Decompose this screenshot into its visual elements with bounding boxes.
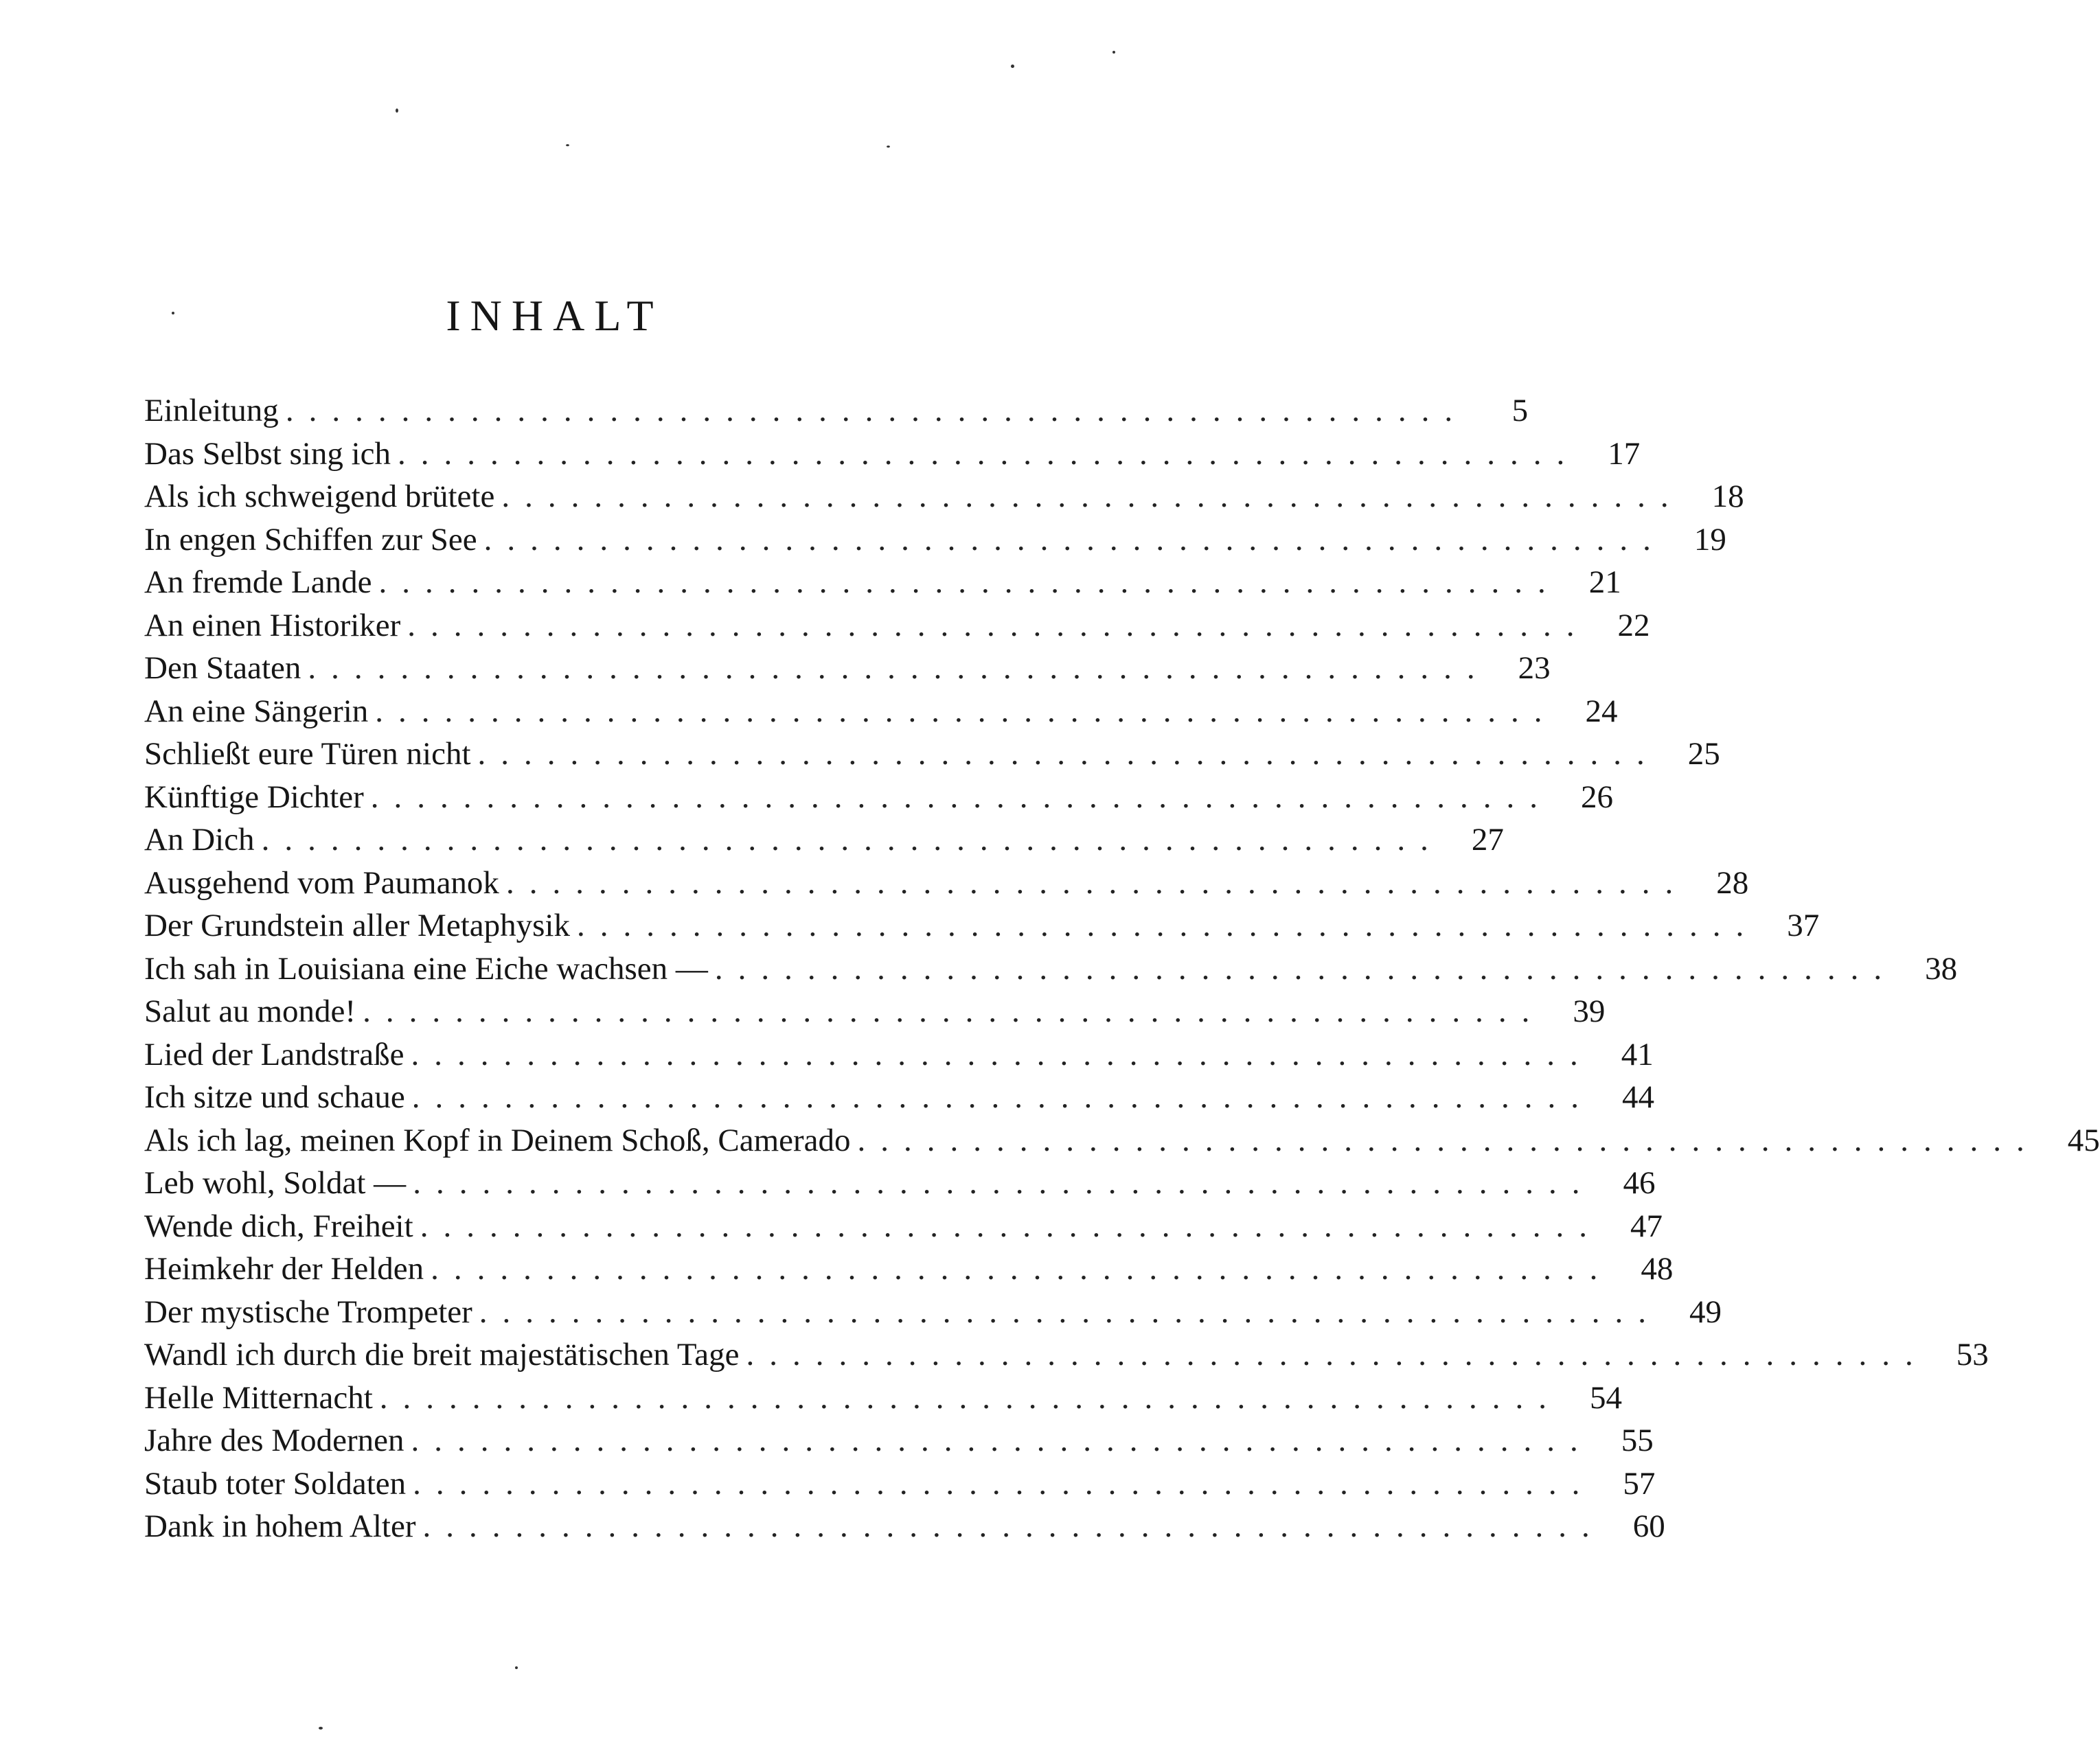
toc-entry-title: Jahre des Modernen [144, 1423, 404, 1458]
toc-entry [144, 1377, 1623, 1420]
toc-entry-page: 18 [1711, 479, 1744, 514]
toc-entry-page: 37 [1787, 908, 1820, 943]
toc-entry-title: Der Grundstein aller Metaphysik [144, 908, 570, 943]
toc-entry-page: 57 [1623, 1465, 1656, 1502]
scan-speck [319, 1727, 323, 1730]
toc-entry-page: 24 [1585, 693, 1618, 729]
toc-entry [144, 733, 1720, 776]
toc-entry-title: Wende dich, Freiheit [144, 1208, 413, 1244]
scan-speck [515, 1666, 518, 1669]
toc-entry [144, 904, 1820, 947]
toc-entry-page: 23 [1518, 650, 1551, 686]
toc-entry-page: 17 [1608, 435, 1641, 472]
scan-speck [1011, 65, 1014, 68]
dot-leader: ................................................... [714, 950, 1897, 987]
toc-entry [144, 1419, 1654, 1462]
dot-leader: ................................................... [483, 521, 1666, 558]
toc-entry [144, 690, 1618, 733]
toc-entry [144, 990, 1606, 1033]
toc-entry-title: Helle Mitternacht [144, 1379, 373, 1416]
toc-entry [144, 1033, 1654, 1077]
toc-entry-page: 47 [1630, 1208, 1663, 1244]
toc-entry [144, 1462, 1656, 1506]
toc-entry-page: 39 [1573, 993, 1606, 1029]
toc-entry [144, 647, 1551, 690]
dot-leader: ................................................... [407, 607, 1590, 643]
dot-leader: ................................................... [411, 1423, 1593, 1458]
toc-entry [144, 947, 1958, 991]
toc-entry-title: Lied der Landstraße [144, 1036, 404, 1072]
scan-speck [396, 108, 398, 113]
toc-entry-page: 5 [1511, 393, 1529, 428]
toc-entry-title: In engen Schiffen zur See [144, 521, 477, 558]
toc-entry-title: Das Selbst sing ich [144, 435, 391, 472]
toc-entry-title: Ich sitze und schaue [144, 1079, 405, 1115]
toc-entry-page: 44 [1622, 1079, 1655, 1115]
toc-entry [144, 604, 1650, 647]
toc-entry-title: Staub toter Soldaten [144, 1465, 407, 1502]
toc-entry [144, 1333, 1989, 1377]
scan-speck [887, 146, 890, 148]
toc-entry-title: Als ich schweigend brütete [144, 479, 495, 514]
scan-speck [566, 144, 569, 146]
toc-entry-page: 49 [1689, 1294, 1722, 1330]
toc-entry-page: 54 [1590, 1379, 1623, 1416]
toc-entry-page: 21 [1588, 564, 1621, 600]
toc-entry-page: 46 [1623, 1165, 1656, 1201]
toc-entry [144, 1162, 1656, 1205]
toc-entry-page: 27 [1471, 822, 1504, 858]
toc-entry-title: Wandl ich durch die breit majestätischen Tage [144, 1337, 740, 1372]
toc-entry-page: 25 [1687, 736, 1720, 772]
toc-entry [144, 433, 1641, 476]
dot-leader: ................................................... [285, 393, 1468, 428]
toc-entry-title: Der mystische Trompeter [144, 1294, 472, 1330]
dot-leader: ................................................... [746, 1337, 1928, 1372]
toc-entry [144, 561, 1621, 604]
toc-entry-title: Einleitung [144, 393, 279, 428]
toc-entry [144, 1505, 1665, 1548]
toc-entry-page: 48 [1641, 1251, 1674, 1287]
dot-leader: ................................................... [576, 908, 1759, 943]
dot-leader: ................................................... [308, 650, 1490, 686]
toc-entry-title: Leb wohl, Soldat — [144, 1165, 407, 1201]
toc-entry-page: 55 [1621, 1423, 1654, 1458]
toc-entry-page: 19 [1693, 521, 1726, 558]
toc-entry-title: Dank in hohem Alter [144, 1508, 416, 1544]
toc-entry-title: Salut au monde! [144, 993, 356, 1029]
toc-entry-title: Als ich lag, meinen Kopf in Deinem Schoß, Camerado [144, 1122, 851, 1158]
toc-entry-page: 60 [1632, 1508, 1665, 1544]
dot-leader: ................................................... [501, 479, 1684, 514]
dot-leader: ................................................... [411, 1079, 1595, 1115]
table-of-contents [144, 389, 2100, 1548]
dot-leader: ................................................... [378, 564, 1561, 600]
dot-leader: ................................................... [411, 1036, 1593, 1072]
dot-leader: ................................................... [413, 1165, 1595, 1201]
toc-entry-title: An einen Historiker [144, 607, 401, 643]
toc-entry-page: 38 [1925, 950, 1958, 987]
dot-leader: ................................................... [479, 1294, 1662, 1330]
toc-entry [144, 1076, 1655, 1119]
toc-entry [144, 862, 1749, 905]
toc-entry [144, 1119, 2100, 1162]
toc-entry [144, 776, 1614, 819]
toc-entry-page: 41 [1621, 1036, 1654, 1072]
toc-entry [144, 518, 1726, 562]
dot-leader: ................................................... [422, 1508, 1605, 1544]
toc-entry [144, 475, 1744, 518]
toc-entry-title: An fremde Lande [144, 564, 372, 600]
toc-entry-title: Künftige Dichter [144, 779, 364, 815]
toc-entry-title: Ich sah in Louisiana eine Eiche wachsen — [144, 950, 708, 987]
toc-entry-title: Den Staaten [144, 650, 301, 686]
toc-entry-title: Heimkehr der Helden [144, 1251, 424, 1287]
dot-leader: ................................................... [420, 1208, 1602, 1244]
toc-entry [144, 389, 1529, 433]
toc-entry-page: 53 [1956, 1337, 1989, 1372]
dot-leader: ................................................... [505, 864, 1689, 901]
dot-leader: ................................................... [261, 822, 1443, 858]
dot-leader: ................................................... [857, 1122, 2040, 1158]
toc-entry [144, 1291, 1722, 1334]
dot-leader: ................................................... [370, 779, 1553, 815]
toc-entry-title: Schließt eure Türen nicht [144, 736, 471, 772]
toc-entry-title: Ausgehend vom Paumanok [144, 864, 499, 901]
dot-leader: ................................................... [477, 736, 1660, 772]
dot-leader: ................................................... [379, 1379, 1562, 1416]
dot-leader: ................................................... [413, 1465, 1595, 1502]
scan-speck [172, 312, 174, 314]
toc-entry-page: 45 [2067, 1122, 2100, 1158]
toc-entry-page: 28 [1716, 864, 1749, 901]
dot-leader: ................................................... [375, 693, 1557, 729]
scan-speck [1112, 51, 1115, 54]
dot-leader: ................................................... [363, 993, 1545, 1029]
toc-entry-title: An eine Sängerin [144, 693, 369, 729]
toc-entry [144, 1205, 1663, 1248]
toc-entry [144, 818, 1504, 862]
toc-entry-page: 22 [1617, 607, 1650, 643]
toc-entry [144, 1248, 1674, 1291]
toc-entry-page: 26 [1581, 779, 1614, 815]
dot-leader: ................................................... [431, 1251, 1613, 1287]
dot-leader: ................................................... [398, 435, 1580, 472]
page-title: INHALT [446, 291, 663, 340]
toc-entry-title: An Dich [144, 822, 255, 858]
